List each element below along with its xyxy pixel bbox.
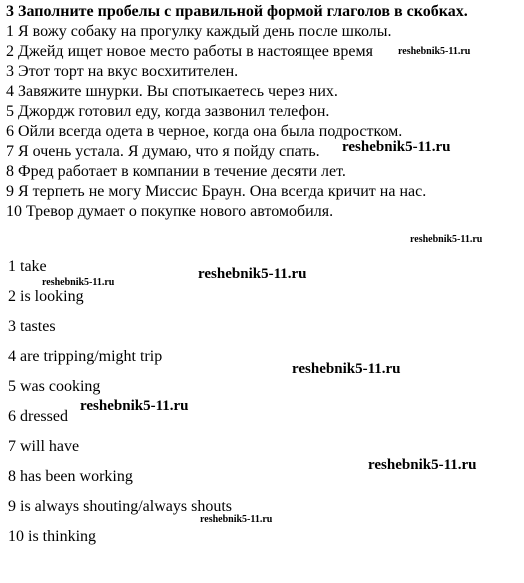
question-line: 6 Ойли всегда одета в черное, когда она была подростком. [6, 123, 403, 140]
question-line: 1 Я вожу собаку на прогулку каждый день после школы. [6, 23, 392, 40]
answer-line: 1 take [8, 258, 47, 275]
answer-line: 6 dressed [8, 408, 68, 425]
watermark: reshebnik5-11.ru [198, 266, 307, 282]
question-line: 4 Завяжите шнурки. Вы спотыкаетесь через них. [6, 83, 338, 100]
question-line: 9 Я терпеть не могу Миссис Браун. Она всегда кричит на нас. [6, 183, 427, 200]
question-line: 2 Джейд ищет новое место работы в настоящее время [6, 43, 373, 60]
watermark: reshebnik5-11.ru [368, 457, 477, 473]
question-line: 5 Джордж готовил еду, когда зазвонил телефон. [6, 103, 330, 120]
question-line: 8 Фред работает в компании в течение десяти лет. [6, 163, 346, 180]
answer-line: 8 has been working [8, 468, 133, 485]
watermark: reshebnik5-11.ru [80, 398, 189, 414]
answer-line: 9 is always shouting/always shouts [8, 498, 232, 515]
answer-line: 4 are tripping/might trip [8, 348, 163, 365]
answer-line: 5 was cooking [8, 378, 101, 395]
watermark: reshebnik5-11.ru [200, 514, 273, 525]
question-line: 10 Тревор думает о покупке нового автомобиля. [6, 203, 334, 220]
watermark: reshebnik5-11.ru [342, 139, 451, 155]
watermark: reshebnik5-11.ru [42, 277, 115, 288]
watermark: reshebnik5-11.ru [410, 234, 483, 245]
answer-line: 3 tastes [8, 318, 56, 335]
watermark: reshebnik5-11.ru [398, 46, 471, 57]
question-line: 3 Этот торт на вкус восхитителен. [6, 63, 239, 80]
answer-line: 7 will have [8, 438, 80, 455]
watermark: reshebnik5-11.ru [292, 361, 401, 377]
question-line: 7 Я очень устала. Я думаю, что я пойду спать. [6, 143, 320, 160]
answer-line: 2 is looking [8, 288, 84, 305]
answer-line: 10 is thinking [8, 528, 97, 545]
exercise-title: 3 Заполните пробелы с правильной формой глаголов в скобках. [6, 3, 468, 20]
